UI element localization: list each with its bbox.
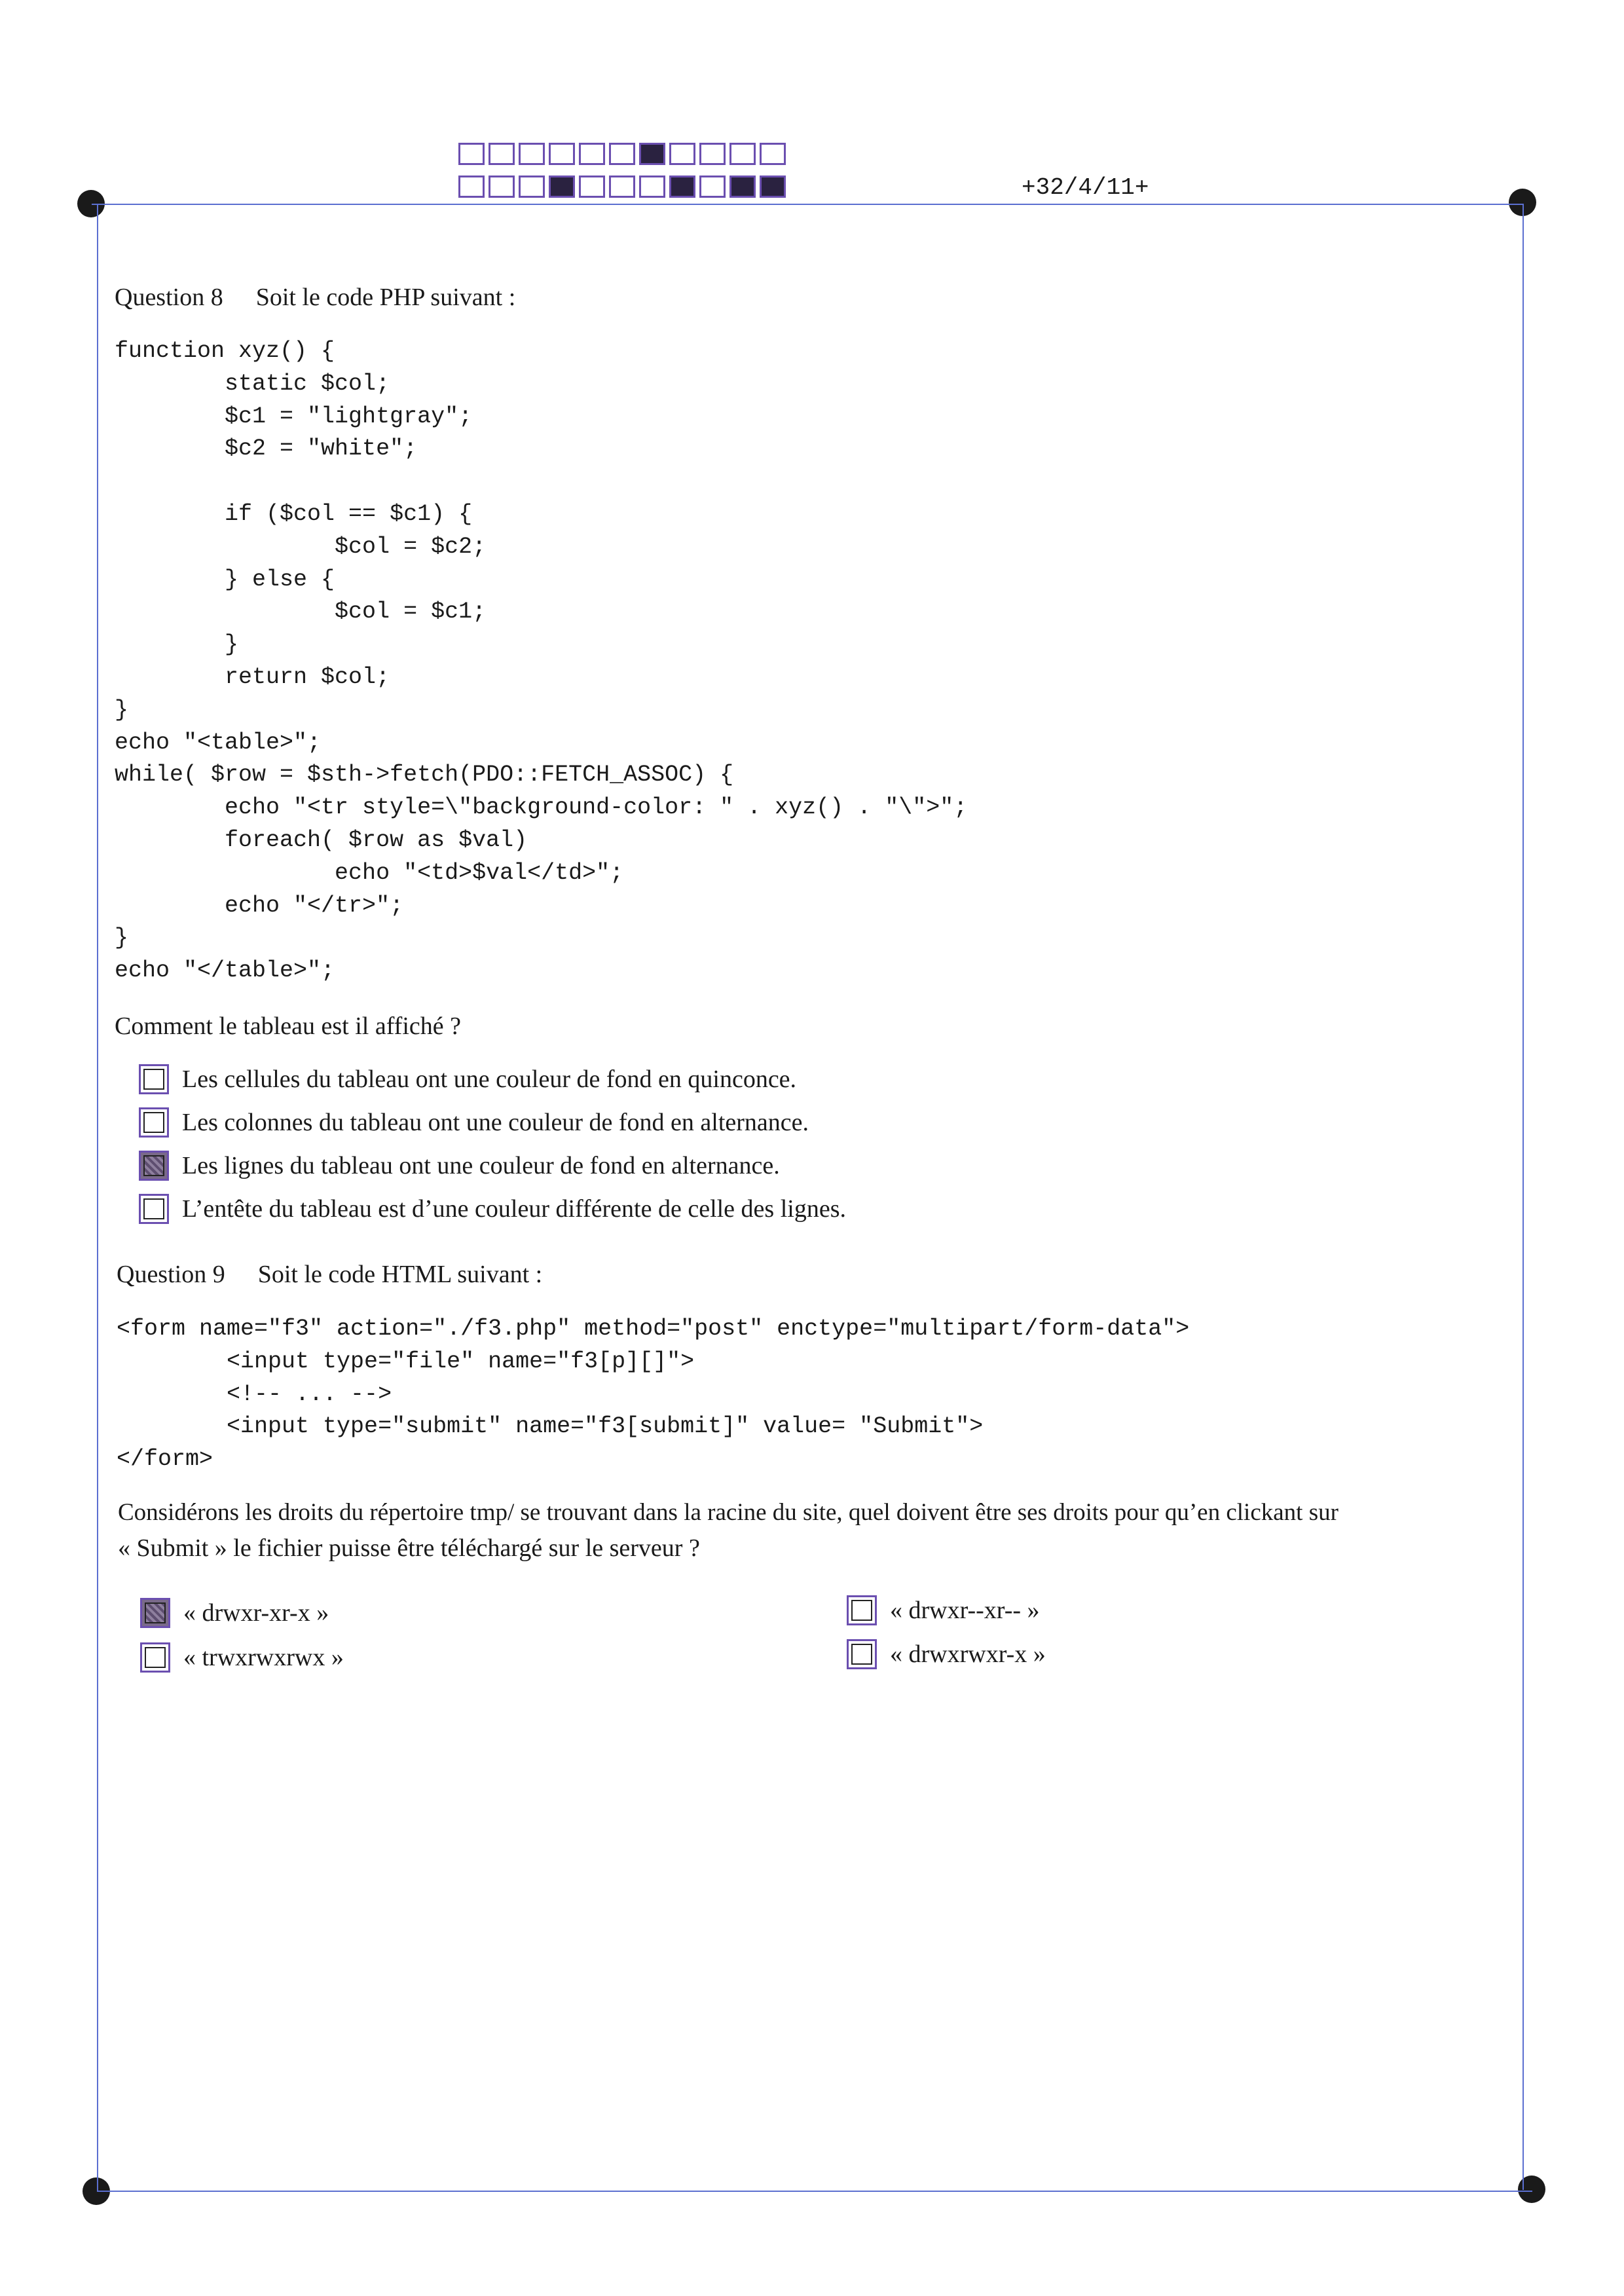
question-8-number: Question 8 bbox=[115, 284, 223, 311]
question-8-code: function xyz() { static $col; $c1 = "lightgray"; $c2 = "white"; if ($col == $c1) { $col = $c2; } else { $col = $c1; } return $col; } echo "<table>"; while( $row = $sth->fetch(PDO::FETCH_ASSOC) { echo "<tr style=\"background-color: " . xyz() . "\">"; foreach( $row as $val) echo "<td>$val</td>"; echo "</tr>"; } echo "</table>"; bbox=[115, 338, 968, 984]
id-code-cell bbox=[669, 143, 695, 165]
id-code-cell bbox=[579, 176, 605, 198]
frame-right bbox=[1522, 204, 1524, 2190]
id-code-cell bbox=[458, 176, 485, 198]
id-code-cell bbox=[609, 143, 635, 165]
id-code-cell bbox=[519, 143, 545, 165]
q8-answer-4-label: L’entête du tableau est d’une couleur différente de celle des lignes. bbox=[182, 1195, 846, 1223]
question-8-question: Comment le tableau est il affiché ? bbox=[115, 1012, 461, 1040]
q8-answer-2[interactable] bbox=[139, 1107, 809, 1138]
q8-answer-4[interactable] bbox=[139, 1194, 846, 1224]
q9-answer-1-checkbox[interactable] bbox=[140, 1598, 170, 1628]
id-code-cell bbox=[729, 176, 756, 198]
q9-answer-3[interactable] bbox=[140, 1642, 344, 1673]
id-code-cell bbox=[489, 176, 515, 198]
id-code-cell bbox=[699, 143, 726, 165]
question-9-number: Question 9 bbox=[117, 1261, 225, 1288]
q8-answer-2-checkbox[interactable] bbox=[139, 1107, 169, 1138]
question-9-question-line-2: « Submit » le fichier puisse être téléchargé sur le serveur ? bbox=[118, 1534, 700, 1562]
q8-answer-1[interactable] bbox=[139, 1064, 796, 1094]
id-code-cell bbox=[458, 143, 485, 165]
id-code-cell bbox=[549, 143, 575, 165]
q9-answer-1-label: « drwxr-xr-x » bbox=[183, 1599, 329, 1627]
page-id: +32/4/11+ bbox=[1022, 174, 1149, 201]
question-9-code: <form name="f3" action="./f3.php" method="post" enctype="multipart/form-data"> <input type="file" name="f3[p][]"> <!-- ... --> <input type="submit" name="f3[submit]" value= "Submit"> </form> bbox=[117, 1316, 1190, 1473]
question-9-question-line-1: Considérons les droits du répertoire tmp/ se trouvant dans la racine du site, quel doivent être ses droits pour qu’en clickant sur bbox=[118, 1499, 1338, 1526]
id-code-cell bbox=[729, 143, 756, 165]
id-code-cell bbox=[519, 176, 545, 198]
id-code-cell bbox=[639, 176, 665, 198]
q8-answer-3-label: Les lignes du tableau ont une couleur de fond en alternance. bbox=[182, 1152, 780, 1179]
q9-answer-2-label: « drwxr--xr-- » bbox=[890, 1597, 1040, 1624]
id-code-cell bbox=[669, 176, 695, 198]
id-code-row-1 bbox=[458, 143, 786, 165]
q8-answer-3-checkbox[interactable] bbox=[139, 1151, 169, 1181]
id-code-cell bbox=[639, 143, 665, 165]
q8-answer-3[interactable] bbox=[139, 1151, 780, 1181]
frame-left bbox=[97, 204, 98, 2192]
id-code-cell bbox=[579, 143, 605, 165]
question-8-prompt: Soit le code PHP suivant : bbox=[255, 284, 516, 311]
id-code-cell bbox=[549, 176, 575, 198]
frame-top bbox=[92, 204, 1523, 205]
q9-answer-2[interactable] bbox=[847, 1595, 1040, 1625]
q9-answer-2-checkbox[interactable] bbox=[847, 1595, 877, 1625]
q9-answer-3-label: « trwxrwxrwx » bbox=[183, 1644, 344, 1671]
id-code-cell bbox=[760, 143, 786, 165]
q8-answer-2-label: Les colonnes du tableau ont une couleur de fond en alternance. bbox=[182, 1109, 809, 1136]
id-code-cell bbox=[609, 176, 635, 198]
q8-answer-4-checkbox[interactable] bbox=[139, 1194, 169, 1224]
q8-answer-1-checkbox[interactable] bbox=[139, 1064, 169, 1094]
frame-bottom bbox=[97, 2191, 1532, 2192]
q9-answer-4-label: « drwxrwxr-x » bbox=[890, 1640, 1046, 1668]
question-8-header bbox=[115, 283, 515, 312]
question-9-prompt: Soit le code HTML suivant : bbox=[257, 1261, 543, 1288]
id-code-row-2 bbox=[458, 176, 786, 198]
q9-answer-3-checkbox[interactable] bbox=[140, 1642, 170, 1673]
question-9-header bbox=[117, 1260, 542, 1289]
id-code-cell bbox=[489, 143, 515, 165]
q9-answer-4[interactable] bbox=[847, 1639, 1046, 1669]
q8-answer-1-label: Les cellules du tableau ont une couleur de fond en quinconce. bbox=[182, 1065, 797, 1093]
q9-answer-1[interactable] bbox=[140, 1598, 329, 1628]
q9-answer-4-checkbox[interactable] bbox=[847, 1639, 877, 1669]
id-code-cell bbox=[699, 176, 726, 198]
id-code-cell bbox=[760, 176, 786, 198]
